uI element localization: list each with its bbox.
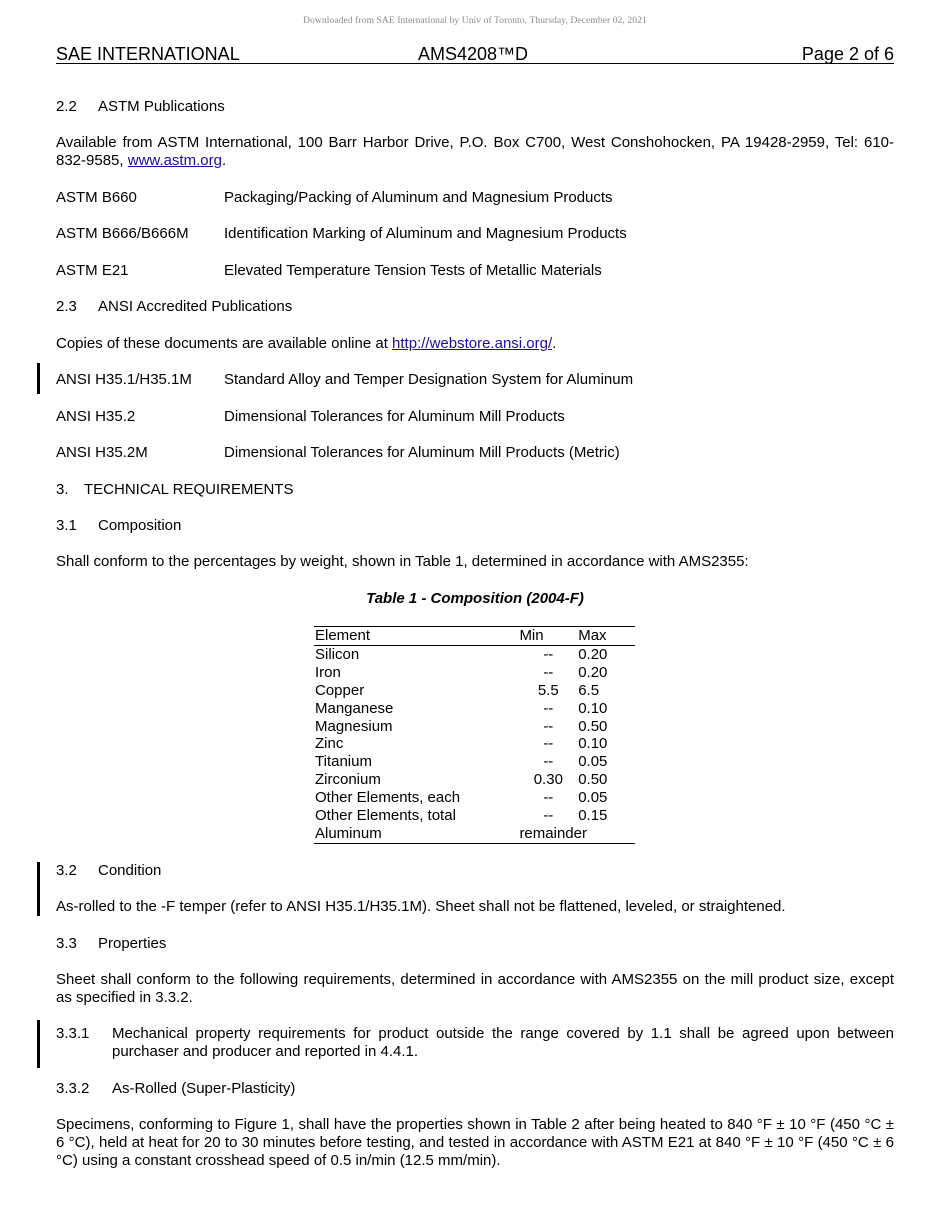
table-row [314,682,635,700]
cell-max: 0.50 [578,771,608,789]
table-row [314,700,635,718]
cell-max: 0.20 [578,663,608,681]
ref-title: Dimensional Tolerances for Aluminum Mill Products [224,408,565,425]
section-number: 3.2 [56,862,77,879]
cell-element: Copper [315,681,365,699]
section-3-3-2-heading [56,1080,295,1097]
section-3-2-heading [56,862,161,879]
table-row [314,664,635,682]
astm-link[interactable]: www.astm.org [127,152,222,169]
section-number: 2.3 [56,298,77,315]
astm-availability-paragraph [56,134,894,170]
cell-min: -- [543,753,554,771]
cell-remainder: remainder [519,824,587,842]
table-1-title: Table 1 - Composition (2004-F) [366,590,584,607]
cell-min: -- [543,717,554,735]
ref-title: Dimensional Tolerances for Aluminum Mill Products (Metric) [224,444,620,461]
section-3-1-heading [56,517,181,534]
cell-min: -- [543,699,554,717]
header-page-number: Page 2 of 6 [801,44,894,64]
cell-element: Magnesium [315,717,393,735]
cell-max: 0.15 [578,807,608,825]
ref-code: ASTM B666/B666M [56,225,189,242]
section-title: ANSI Accredited Publications [98,298,293,315]
change-bar [37,363,40,394]
header-org: SAE INTERNATIONAL [56,44,240,64]
properties-paragraph: Sheet shall conform to the following requirements, determined in accordance with AMS2355 on the mill product size, except as specified in 3.3.2. [56,971,894,1006]
paragraph-text: Copies of these documents are available online at [56,335,393,352]
section-number: 3.3.2 [56,1080,90,1097]
change-bar [37,1020,40,1068]
cell-element: Zinc [315,735,344,753]
ref-title: Identification Marking of Aluminum and Magnesium Products [224,225,627,242]
cell-min: -- [543,789,554,807]
cell-element: Silicon [315,645,360,663]
cell-max: 0.10 [578,699,608,717]
ref-title: Elevated Temperature Tension Tests of Metallic Materials [224,262,602,279]
cell-max: 0.50 [578,717,608,735]
header-doc-number: AMS4208™D [418,44,529,64]
cell-element: Manganese [315,699,394,717]
cell-element: Zirconium [315,771,381,789]
section-title: TECHNICAL REQUIREMENTS [84,481,294,498]
super-plasticity-paragraph: Specimens, conforming to Figure 1, shall have the properties shown in Table 2 after being heated to 840 °F ± 10 °F (450 °C ± 6 °C), held at heat for 20 to 30 minutes before testing, and tested in accordance with ASTM E21 at 840 °F ± 10 °F (450 °C ± 6 °C) using a constant crosshead speed of 0.5 in/min (12.5 mm/min). [56,1116,894,1169]
paragraph-text: Available from ASTM International, 100 Barr Harbor Drive, P.O. Box C700, West Conshohocken, PA 19428-2959, Tel: 610-832-9585, [56,134,894,169]
section-number: 3.1 [56,517,77,534]
section-title: As-Rolled (Super-Plasticity) [112,1080,296,1097]
cell-max: 6.5 [578,681,600,699]
cell-max: 0.05 [578,789,608,807]
cell-min: -- [543,663,554,681]
ref-code: ANSI H35.1/H35.1M [56,371,192,388]
table-row [314,807,635,825]
ref-code: ASTM B660 [56,189,137,206]
column-header-min: Min [519,627,544,644]
cell-min: 5.5 [537,681,559,699]
section-3-3-1-paragraph: Mechanical property requirements for product outside the range covered by 1.1 shall be agreed upon between purchaser and producer and reported in 4.4.1. [112,1025,894,1060]
table-row [314,735,635,753]
ref-title: Packaging/Packing of Aluminum and Magnesium Products [224,189,613,206]
section-3-heading [56,481,293,498]
cell-min: -- [543,735,554,753]
composition-paragraph: Shall conform to the percentages by weight, shown in Table 1, determined in accordance with AMS2355: [56,553,749,570]
section-number: 3.3 [56,935,77,952]
section-3-3-heading [56,935,166,952]
section-title: Properties [98,935,167,952]
ref-code: ASTM E21 [56,262,129,279]
cell-element: Other Elements, total [315,807,456,825]
section-title: Condition [98,862,162,879]
cell-min: -- [543,645,554,663]
column-header-element: Element [315,627,371,644]
cell-element: Other Elements, each [315,789,461,807]
section-2-2-heading [56,98,225,115]
table-row [314,825,635,843]
header-rule [56,63,894,64]
paragraph-text: . [221,152,227,169]
ansi-availability-paragraph [56,335,894,353]
cell-max: 0.05 [578,753,608,771]
section-title: Composition [98,517,182,534]
table-row [314,645,635,663]
cell-min: 0.30 [533,771,563,789]
column-header-max: Max [578,627,607,644]
change-bar [37,862,40,916]
ansi-webstore-link[interactable]: http://webstore.ansi.org/ [392,335,553,352]
table-row [314,753,635,771]
condition-paragraph: As-rolled to the -F temper (refer to ANSI H35.1/H35.1M). Sheet shall not be flattened, leveled, or straightened. [56,898,786,915]
section-number: 3. [56,481,69,498]
cell-max: 0.10 [578,735,608,753]
section-title: ASTM Publications [98,98,225,115]
ref-code: ANSI H35.2M [56,444,148,461]
paragraph-text: . [552,335,557,352]
cell-element: Titanium [315,753,372,771]
ref-title: Standard Alloy and Temper Designation System for Aluminum [224,371,634,388]
ref-code: ANSI H35.2 [56,408,136,425]
table-row [314,771,635,789]
table-header-row [314,627,635,646]
cell-element: Iron [315,663,341,681]
download-watermark: Downloaded from SAE International by Univ of Toronto, Thursday, December 02, 2021 [303,16,647,26]
table-row [314,789,635,807]
section-3-3-1-number: 3.3.1 [56,1025,90,1042]
cell-min: -- [543,807,554,825]
table-row [314,718,635,736]
section-number: 2.2 [56,98,77,115]
section-2-3-heading [56,298,292,315]
composition-table [314,626,635,844]
cell-max: 0.20 [578,645,608,663]
composition-table-body [314,645,635,843]
cell-element: Aluminum [315,824,382,842]
